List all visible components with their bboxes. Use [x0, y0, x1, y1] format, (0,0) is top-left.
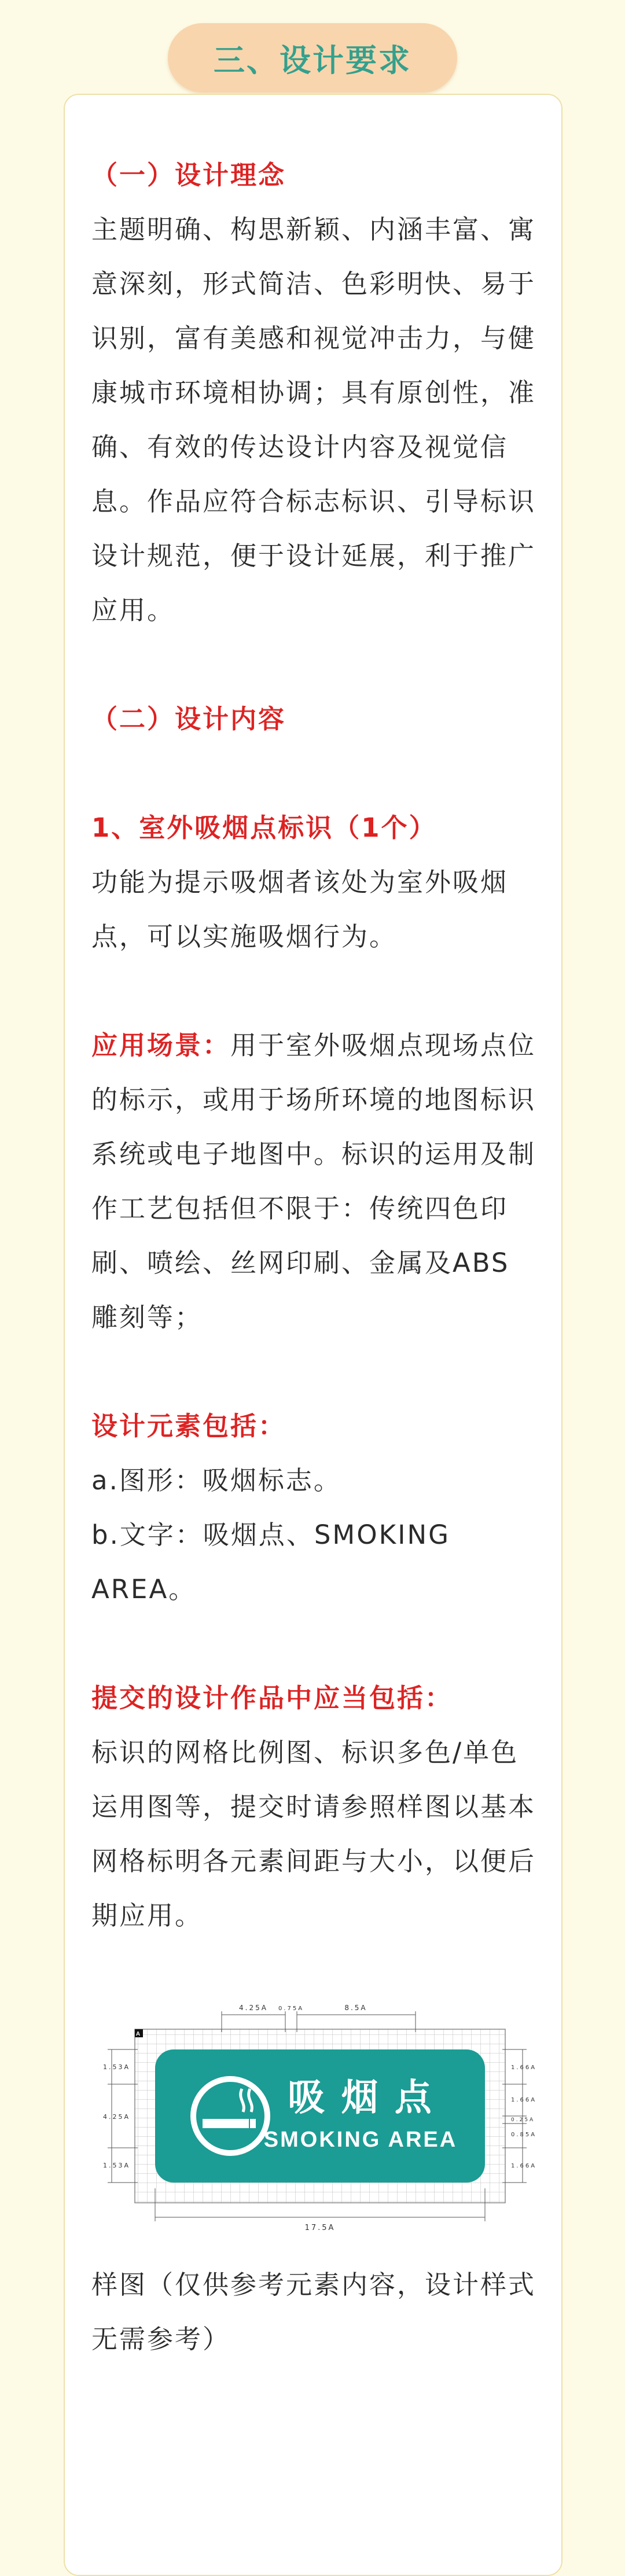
dim-bottom: 17.5A [304, 2224, 336, 2232]
heading-smoking-sign: 1、室外吸烟点标识（1个） [91, 812, 437, 843]
content-card [64, 94, 562, 2576]
dim-right-2: 1.66A [511, 2097, 537, 2103]
smoking-sign-text: 功能为提示吸烟者该处为室外吸烟点，可以实施吸烟行为。 [91, 867, 509, 952]
heading-design-concept: （一）设计理念 [91, 160, 286, 190]
dim-right-5: 1.66A [511, 2163, 537, 2169]
design-concept-text: 主题明确、构思新颖、内涵丰富、寓意深刻，形式简洁、色彩明快、易于识别，富有美感和视觉冲击力，与健康城市环境相协调；具有原创性，准确、有效的传达设计内容及视觉信息。作品应符合标志标识、引导标识设计规范，便于设计延展，利于推广应用。 [91, 214, 536, 625]
section-title-pill: 三、设计要求 [168, 23, 457, 93]
dim-left-3: 1.53A [103, 2162, 131, 2169]
cigarette-icon [203, 2119, 249, 2128]
dim-left-2: 4.25A [103, 2113, 131, 2121]
sample-caption: 样图（仅供参考元素内容，设计样式无需参考） [91, 2269, 536, 2354]
submit-text: 标识的网格比例图、标识多色/单色运用图等，提交时请参照样图以基本网格标明各元素间距与大小，以便后期应用。 [91, 1737, 536, 1931]
submit-label: 提交的设计作品中应当包括： [91, 1683, 453, 1713]
dim-top-3: 8.5A [344, 2004, 367, 2012]
content-body [91, 148, 537, 2367]
scene-paragraph [91, 1018, 537, 1345]
sign-chinese-text: 吸 烟 点 [288, 2077, 433, 2119]
dim-top-2: 0.75A [278, 2005, 304, 2012]
elements-label: 设计元素包括： [91, 1411, 286, 1441]
sign-english-text: SMOKING AREA [263, 2128, 458, 2152]
element-b: b.文字：吸烟点、SMOKING AREA。 [91, 1519, 450, 1605]
sample-grid-figure [91, 1997, 537, 2246]
dim-left-1: 1.53A [103, 2063, 131, 2071]
dim-right-4: 0.85A [511, 2132, 537, 2138]
scene-label: 应用场景： [91, 1030, 231, 1061]
scene-text: 用于室外吸烟点现场点位的标示，或用于场所环境的地图标识系统或电子地图中。标识的运用及制作工艺包括但不限于：传统四色印刷、喷绘、丝网印刷、金属及ABS雕刻等； [91, 1030, 536, 1333]
dim-right-1: 1.66A [511, 2065, 537, 2071]
grid-marker-label: A [135, 2031, 142, 2037]
dim-top-1: 4.25A [239, 2004, 268, 2012]
heading-design-content: （二）设计内容 [91, 704, 286, 734]
dim-right-3: 0.25A [511, 2117, 535, 2123]
element-a: a.图形：吸烟标志。 [91, 1465, 341, 1496]
